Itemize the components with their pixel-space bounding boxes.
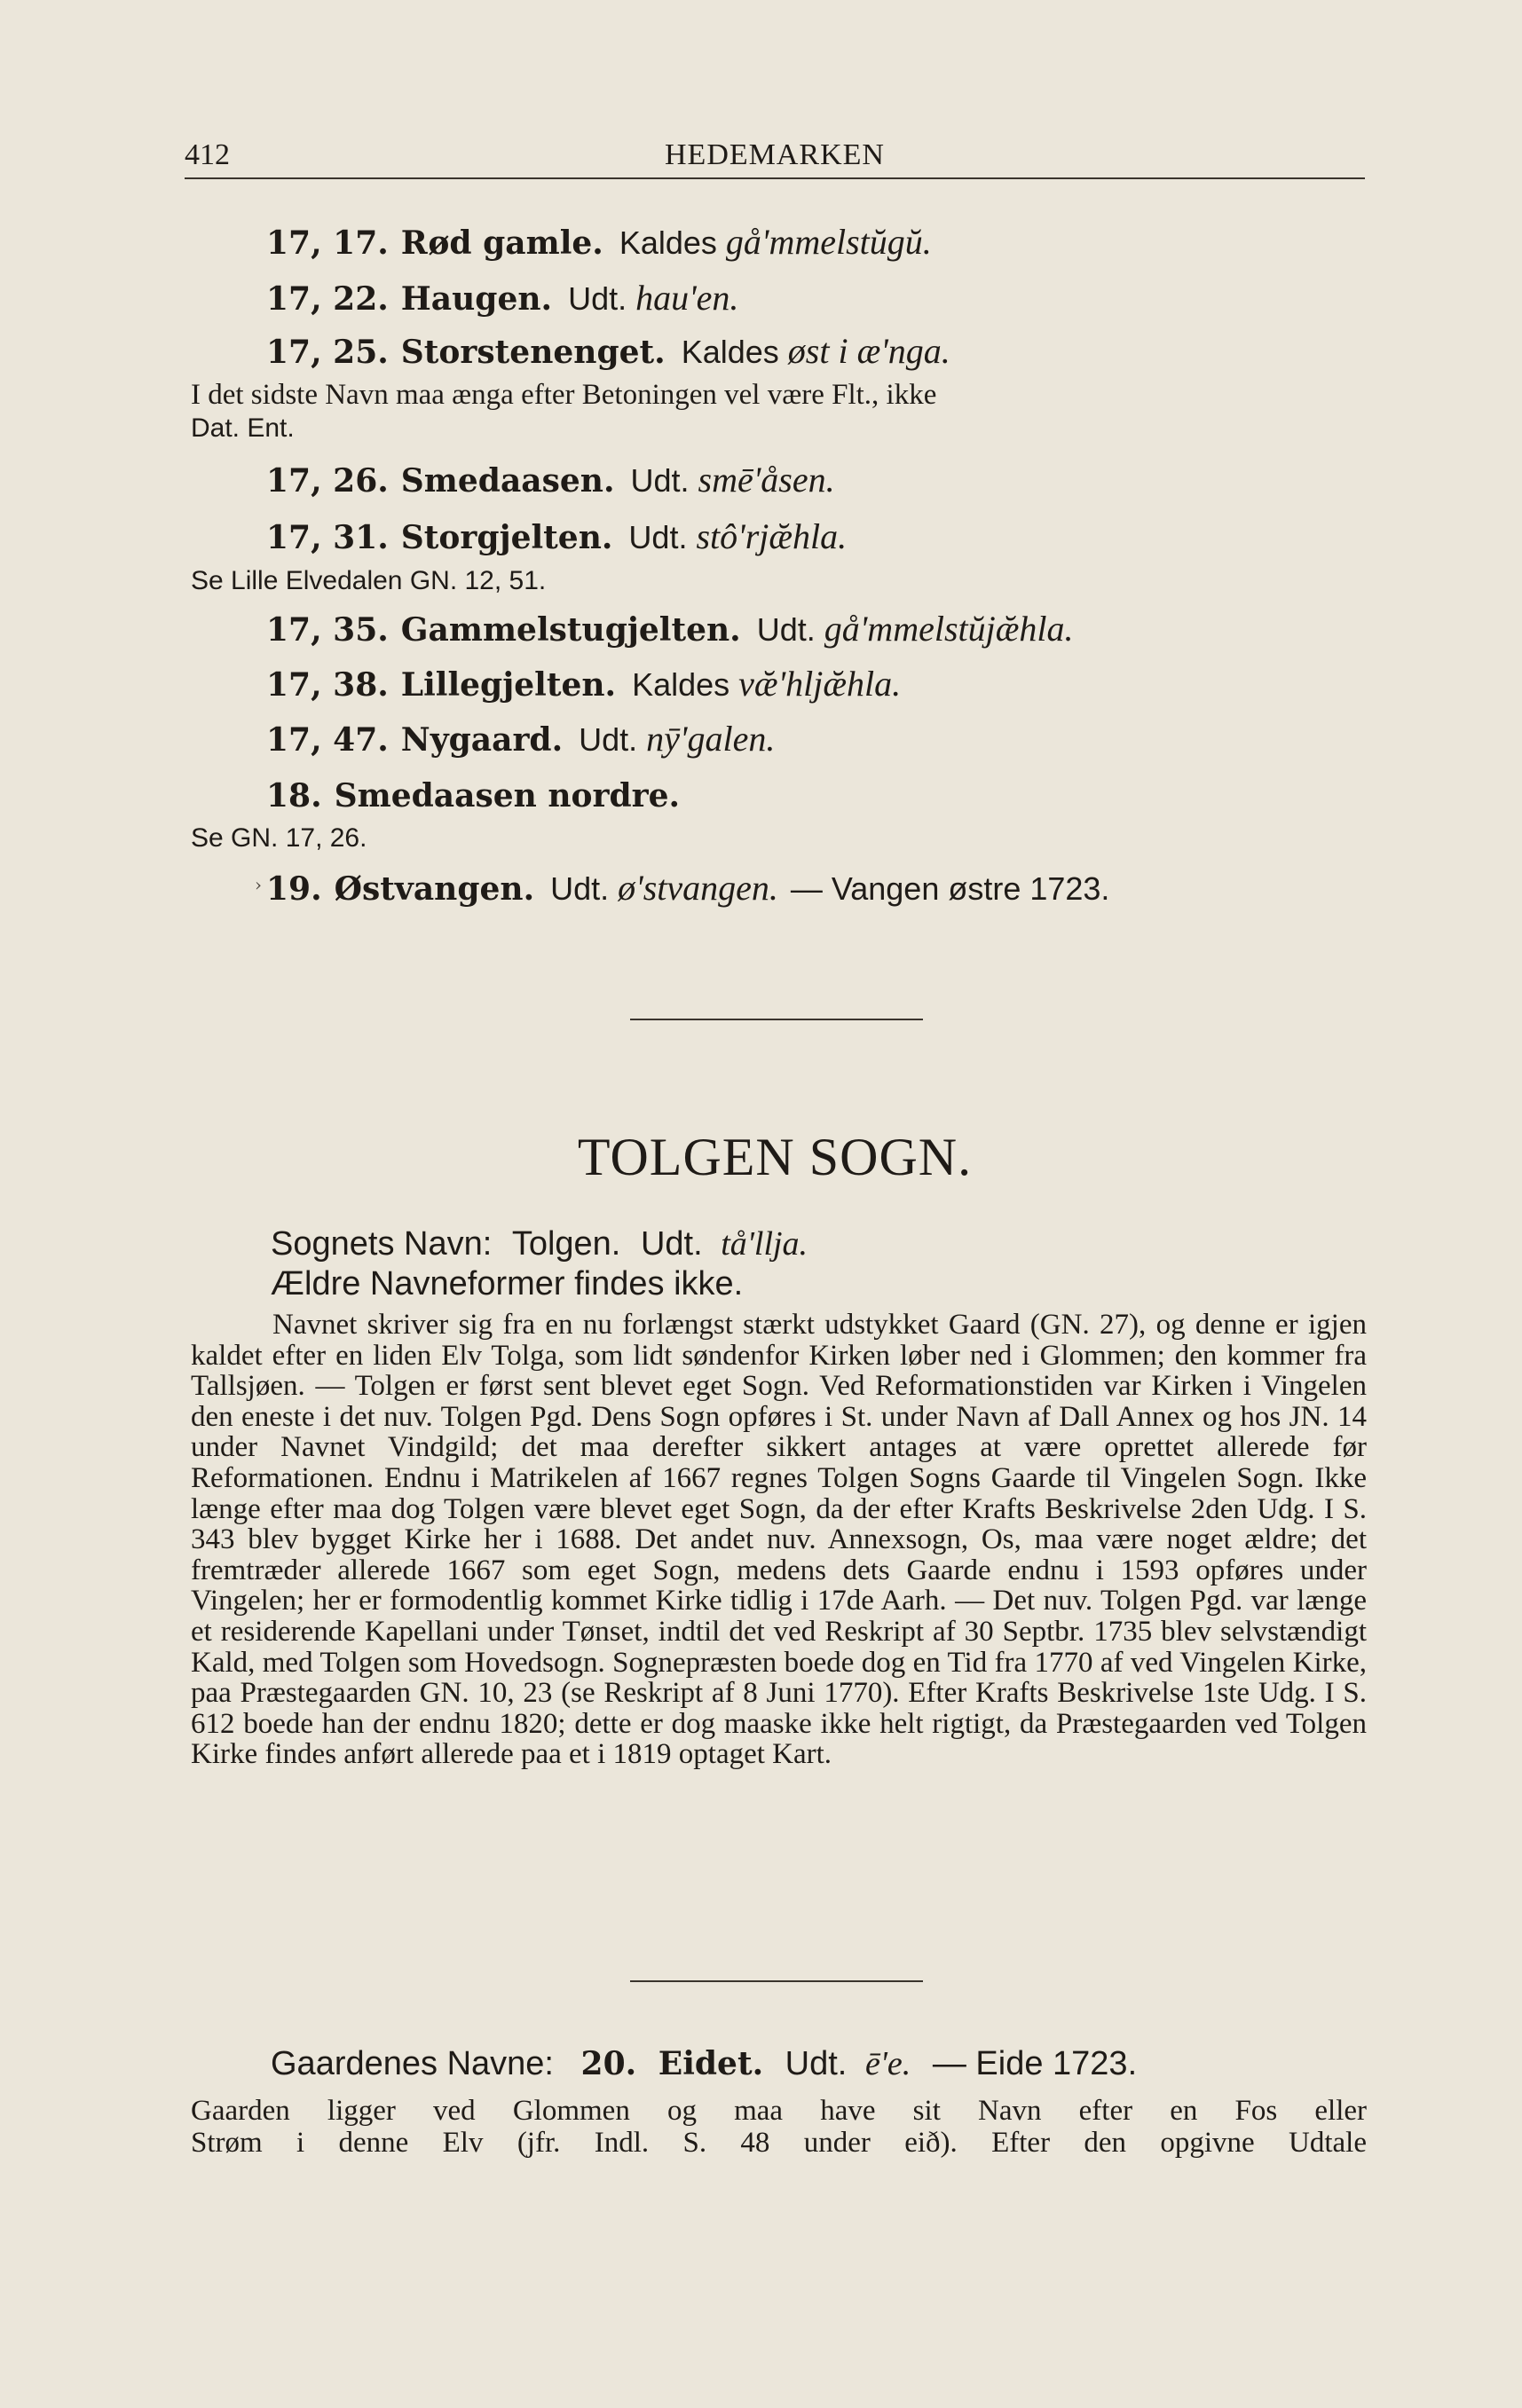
pronunciation: smē'åsen. xyxy=(698,460,835,500)
pron-label: Kaldes xyxy=(632,666,730,703)
farm-entry xyxy=(266,719,775,760)
pronunciation: nȳ'galen. xyxy=(646,719,776,759)
farm-entry xyxy=(266,278,738,319)
pron-label: Udt. xyxy=(568,280,627,317)
farm-entry xyxy=(266,331,950,373)
farm-number: 20. xyxy=(580,2045,637,2082)
farm-name: Østvangen. xyxy=(334,870,535,908)
pronunciation: hau'en. xyxy=(635,278,739,318)
farm-number: 17, 22. xyxy=(266,280,389,318)
farm-number: 17, 47. xyxy=(266,721,389,759)
farm-entry xyxy=(266,460,835,501)
farm-name: Storstenenget. xyxy=(400,334,666,371)
running-title: HEDEMARKEN xyxy=(665,138,885,171)
older-form: — Eide 1723. xyxy=(932,2045,1138,2082)
farm-number: 17, 35. xyxy=(266,611,389,649)
pron-label: Udt. xyxy=(640,1225,703,1263)
section-divider xyxy=(630,1019,923,1020)
parish-name-line xyxy=(271,1224,808,1263)
farm-name: Storgjelten. xyxy=(400,519,613,556)
farm-entry xyxy=(266,516,847,558)
note-text: Se GN. 17, 26. xyxy=(191,823,367,853)
farm-name: Haugen. xyxy=(400,280,553,318)
gaarde-label: Gaardenes Navne: xyxy=(271,2045,554,2082)
older-forms-line: Ældre Navneformer findes ikke. xyxy=(271,1265,744,1302)
section-divider xyxy=(630,1980,923,1982)
section-title: TOLGEN SOGN. xyxy=(577,1128,973,1186)
farm-name: Gammelstugjelten. xyxy=(400,611,741,649)
farm-number: 17, 26. xyxy=(266,462,389,500)
body-text-line: Gaarden ligger ved Glommen og maa have sit Navn efter en Fos eller xyxy=(191,2095,1367,2127)
parish-name: Tolgen. xyxy=(511,1225,621,1263)
farm-number: 17, 31. xyxy=(266,519,389,556)
pron-label: Udt. xyxy=(630,462,690,499)
pron-label: Udt. xyxy=(785,2045,848,2082)
farm-name: Smedaasen nordre. xyxy=(334,777,681,814)
farm-number: 18. xyxy=(266,777,322,814)
farm-entry xyxy=(266,609,1074,650)
farm-name: Smedaasen. xyxy=(400,462,615,500)
farm-entry xyxy=(266,775,680,816)
pron-label: Kaldes xyxy=(681,334,779,370)
farm-number: 19. xyxy=(266,870,322,908)
farm-name: Lillegjelten. xyxy=(400,666,617,704)
gaarde-line xyxy=(271,2044,1137,2083)
pronunciation: ē'e. xyxy=(864,2045,911,2082)
pron-label: Udt. xyxy=(579,721,638,758)
farm-number: 17, 25. xyxy=(266,334,389,371)
pron-label: Udt. xyxy=(550,870,610,907)
pronunciation: gå'mmelstŭjæ̆hla. xyxy=(824,609,1074,649)
pronunciation: væ̆'hljæ̆hla. xyxy=(738,664,902,704)
pronunciation: tå'llja. xyxy=(721,1225,808,1263)
farm-entry xyxy=(266,664,901,705)
farm-number: 17, 17. xyxy=(266,224,389,262)
farm-name: Eidet. xyxy=(658,2045,764,2082)
parish-name-label: Sognets Navn: xyxy=(271,1225,493,1263)
pronunciation: ø'stvangen. xyxy=(618,868,778,908)
farm-number: 17, 38. xyxy=(266,666,389,704)
body-text-line: Strøm i denne Elv (jfr. Indl. S. 48 under eið). Efter den opgivne Udtale xyxy=(191,2127,1367,2159)
pron-label: Udt. xyxy=(628,519,688,555)
margin-mark: › xyxy=(255,874,262,895)
pronunciation: gå'mmelstŭgŭ. xyxy=(725,222,932,262)
page-number: 412 xyxy=(185,138,230,171)
farm-entry xyxy=(266,868,1109,909)
farm-name: Nygaard. xyxy=(400,721,564,759)
pron-label: Udt. xyxy=(756,611,816,648)
farm-entry xyxy=(266,222,932,264)
pronunciation: øst i æ'nga. xyxy=(787,331,950,371)
note-text: Dat. Ent. xyxy=(191,413,295,443)
older-form: — Vangen østre 1723. xyxy=(790,870,1110,907)
pron-label: Kaldes xyxy=(619,224,717,261)
page-header xyxy=(185,133,1365,179)
note-text: Se Lille Elvedalen GN. 12, 51. xyxy=(191,566,547,595)
body-paragraph: Navnet skriver sig fra en nu forlængst stærkt udstykket Gaard (GN. 27), og denne er igjen kaldet efter en liden Elv Tolga, som lidt søndenfor Kirken løber ned i Glommen; den kommer fra Tallsjøen. — Tolgen er først sent blevet eget Sogn. Ved Reformationstiden var Kirken i Vingelen den eneste i det nuv. Tolgen Pgd. Dens Sogn opføres i St. under Navn af Dall Annex og hos JN. 14 under Navnet Vindgild; det maa derefter sikkert antages at være oprettet allerede før Reformationen. Endnu i Matrikelen af 1667 regnes Tolgen Sogns Gaarde til Vingelen Sogn. Ikke længe efter maa dog Tolgen være blevet eget Sogn, da der efter Krafts Beskrivelse 2den Udg. I S. 343 blev bygget Kirke her i 1688. Det andet nuv. Annexsogn, Os, maa være noget ældre; det fremtræder allerede 1667 som eget Sogn, medens dets Gaarde endnu i 1593 opføres under Vingelen; her er formodentlig kommet Kirke tidlig i 17de Aarh. — Det nuv. Tolgen Pgd. var længe et residerende Kapellani under Tønset, indtil det ved Reskript af 30 Septbr. 1735 blev selvstændigt Kald, med Tolgen som Hovedsogn. Sognepræsten boede dog en Tid fra 1770 af ved Vingelen Kirke, paa Præstegaarden GN. 10, 23 (se Reskript af 8 Juni 1770). Efter Krafts Beskrivelse 1ste Udg. I S. 612 boede han der endnu 1820; dette er dog maaske ikke helt rigtigt, da Præstegaarden ved Tolgen Kirke findes anført allerede paa et i 1819 optaget Kart. xyxy=(191,1309,1367,1771)
farm-name: Rød gamle. xyxy=(400,224,603,262)
pronunciation: stô'rjæ̆hla. xyxy=(696,516,848,556)
note-text: I det sidste Navn maa ænga efter Betoningen vel være Flt., ikke xyxy=(191,379,937,411)
